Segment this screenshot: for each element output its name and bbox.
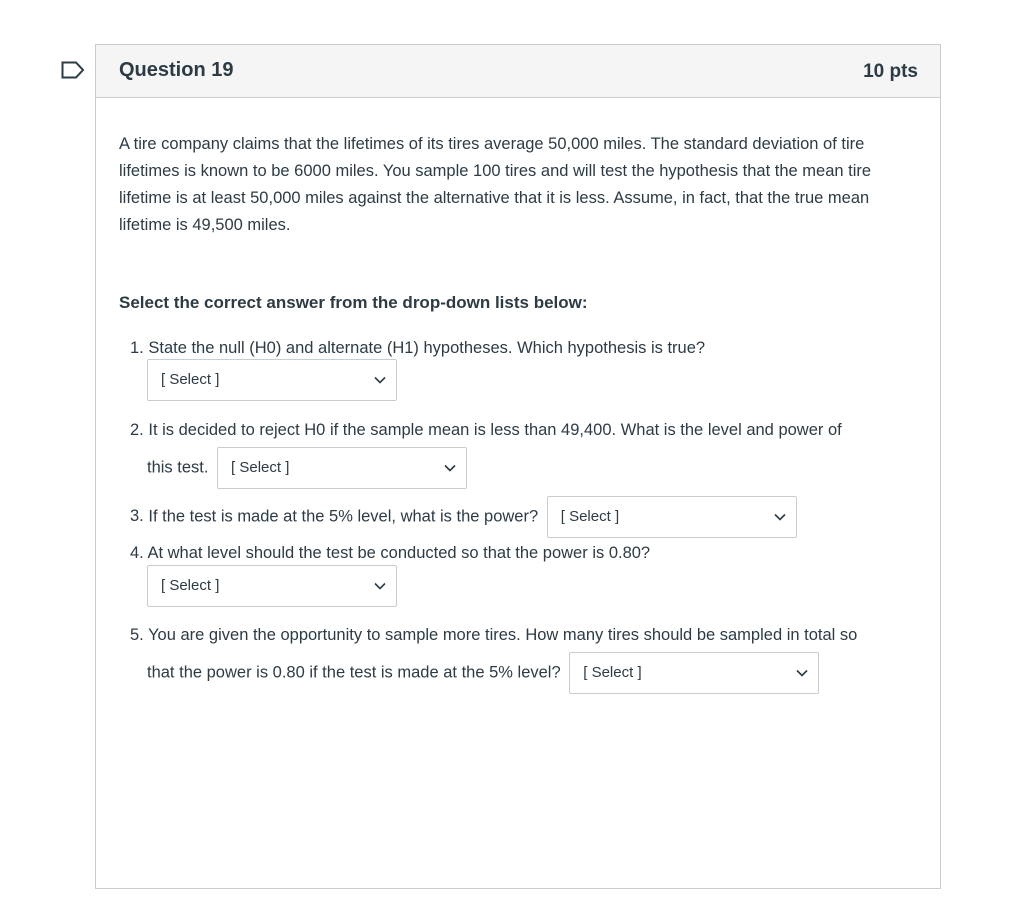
select-value: [ Select ] — [583, 664, 642, 681]
answer-select-5[interactable] — [569, 652, 819, 694]
question-intro: A tire company claims that the lifetimes of its tires average 50,000 miles. The standard deviation of tire lifetimes is known to be 6000 miles. You sample 100 tires and will test the hypothesis that the mean tire lifetime is at least 50,000 miles against the alternative that it is less. Assume, in fact, that the true mean lifetime is 49,500 miles. — [119, 135, 872, 234]
sub-question-number: 4. — [130, 544, 144, 562]
chevron-down-icon — [374, 376, 386, 384]
sub-question-text: this test. — [147, 458, 209, 477]
select-value: [ Select ] — [161, 371, 220, 388]
sub-question-number: 2. — [130, 421, 144, 439]
sub-question-text: It is decided to reject H0 if the sample mean is less than 49,400. What is the level and power of — [148, 421, 842, 439]
chevron-down-icon — [774, 513, 786, 521]
chevron-down-icon — [444, 464, 456, 472]
sub-question-list — [130, 338, 920, 682]
instructions-text: Select the correct answer from the drop-down lists below: — [119, 293, 588, 312]
sub-question-number: 3. — [130, 507, 144, 526]
answer-select-2[interactable] — [217, 447, 467, 489]
sub-question-text: State the null (H0) and alternate (H1) hypotheses. Which hypothesis is true? — [148, 339, 706, 357]
sub-question-line — [147, 447, 467, 489]
select-value: [ Select ] — [161, 577, 220, 594]
chevron-down-icon — [796, 669, 808, 677]
question-title: Question 19 — [119, 59, 234, 81]
sub-question-3 — [130, 496, 920, 543]
question-header — [96, 45, 940, 98]
answer-select-3[interactable] — [547, 496, 797, 538]
select-value: [ Select ] — [231, 459, 290, 476]
answer-select-1[interactable] — [147, 359, 397, 401]
sub-question-text: If the test is made at the 5% level, what is the power? — [148, 507, 539, 526]
sub-question-1 — [130, 338, 920, 420]
sub-question-2 — [130, 420, 920, 494]
answer-select-4[interactable] — [147, 565, 397, 607]
sub-question-text: At what level should the test be conducted so that the power is 0.80? — [147, 544, 651, 562]
flag-question-icon[interactable] — [61, 61, 85, 79]
select-value: [ Select ] — [560, 508, 620, 525]
question-points: 10 pts — [863, 61, 918, 82]
chevron-down-icon — [374, 582, 386, 590]
sub-question-text: that the power is 0.80 if the test is made at the 5% level? — [147, 663, 561, 682]
sub-question-4 — [130, 543, 920, 625]
sub-question-line — [130, 625, 857, 645]
sub-question-text: You are given the opportunity to sample more tires. How many tires should be sampled in total so — [148, 626, 858, 644]
question-card — [95, 44, 941, 889]
sub-question-line — [130, 420, 842, 440]
sub-question-line — [147, 652, 819, 694]
question-body — [119, 131, 909, 682]
sub-question-number: 5. — [130, 626, 144, 644]
sub-question-number: 1. — [130, 339, 144, 357]
